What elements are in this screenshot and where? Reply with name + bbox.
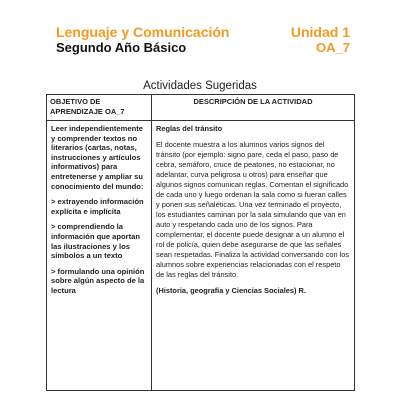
section-title: Actividades Sugeridas (143, 80, 257, 92)
unit-label: Unidad 1 (290, 24, 350, 40)
activities-table (46, 94, 355, 391)
description-cell (152, 121, 355, 391)
objective-header: OBJETIVO DE APRENDIZAJE OA_7 (47, 95, 152, 121)
objective-bullet: > formulando una opinión sobre algún aspecto de la lectura (51, 266, 145, 295)
grade-level: Segundo Año Básico (56, 40, 187, 55)
activity-title: Reglas del tránsito (156, 124, 223, 133)
table-row (47, 121, 355, 391)
objective-cell (47, 121, 152, 391)
subject-title: Lenguaje y Comunicación (56, 24, 230, 40)
activity-text: El docente muestra a los alumnos varios signos del tránsito (por ejemplo: signo pare, ceda el paso, paso de cebra, semáforo, cruce de peatones, no estacionar, no adelantar, curva peligrosa u otros) para enseñar que algunos signos comunican reglas. Comentan el significado de cada uno y luego ordenan la sala como si fueran calles y ponen sus señaléticas. Una vez terminado el proyecto, los estudiantes caminan por la sala simulando que van en auto y respetando cada uno de los signos. Para complementar, el docente puede designar a un alumno el rol de policía, quien debe asegurarse de que las señales sean respetadas. Finaliza la actividad conversando con los alumnos sobre experiencias relacionadas con el respeto de las reglas del tránsito. (156, 140, 350, 279)
activity-note: (Historia, geografía y Ciencias Sociales) R. (156, 286, 306, 295)
objective-bullet: > comprendiendo la información que aportan las ilustraciones y los símbolos a un texto (51, 222, 141, 261)
description-header: DESCRIPCIÓN DE LA ACTIVIDAD (152, 95, 355, 121)
objective-text: Leer independientemente y comprender textos no literarios (cartas, notas, instrucciones y artículos informativos) para entretenerse y ampliar su conocimiento del mundo: (51, 124, 144, 191)
table-header-row (47, 95, 355, 121)
objective-bullet: > extrayendo información explícita e implícita (51, 197, 144, 216)
oa-label: OA_7 (316, 40, 350, 55)
